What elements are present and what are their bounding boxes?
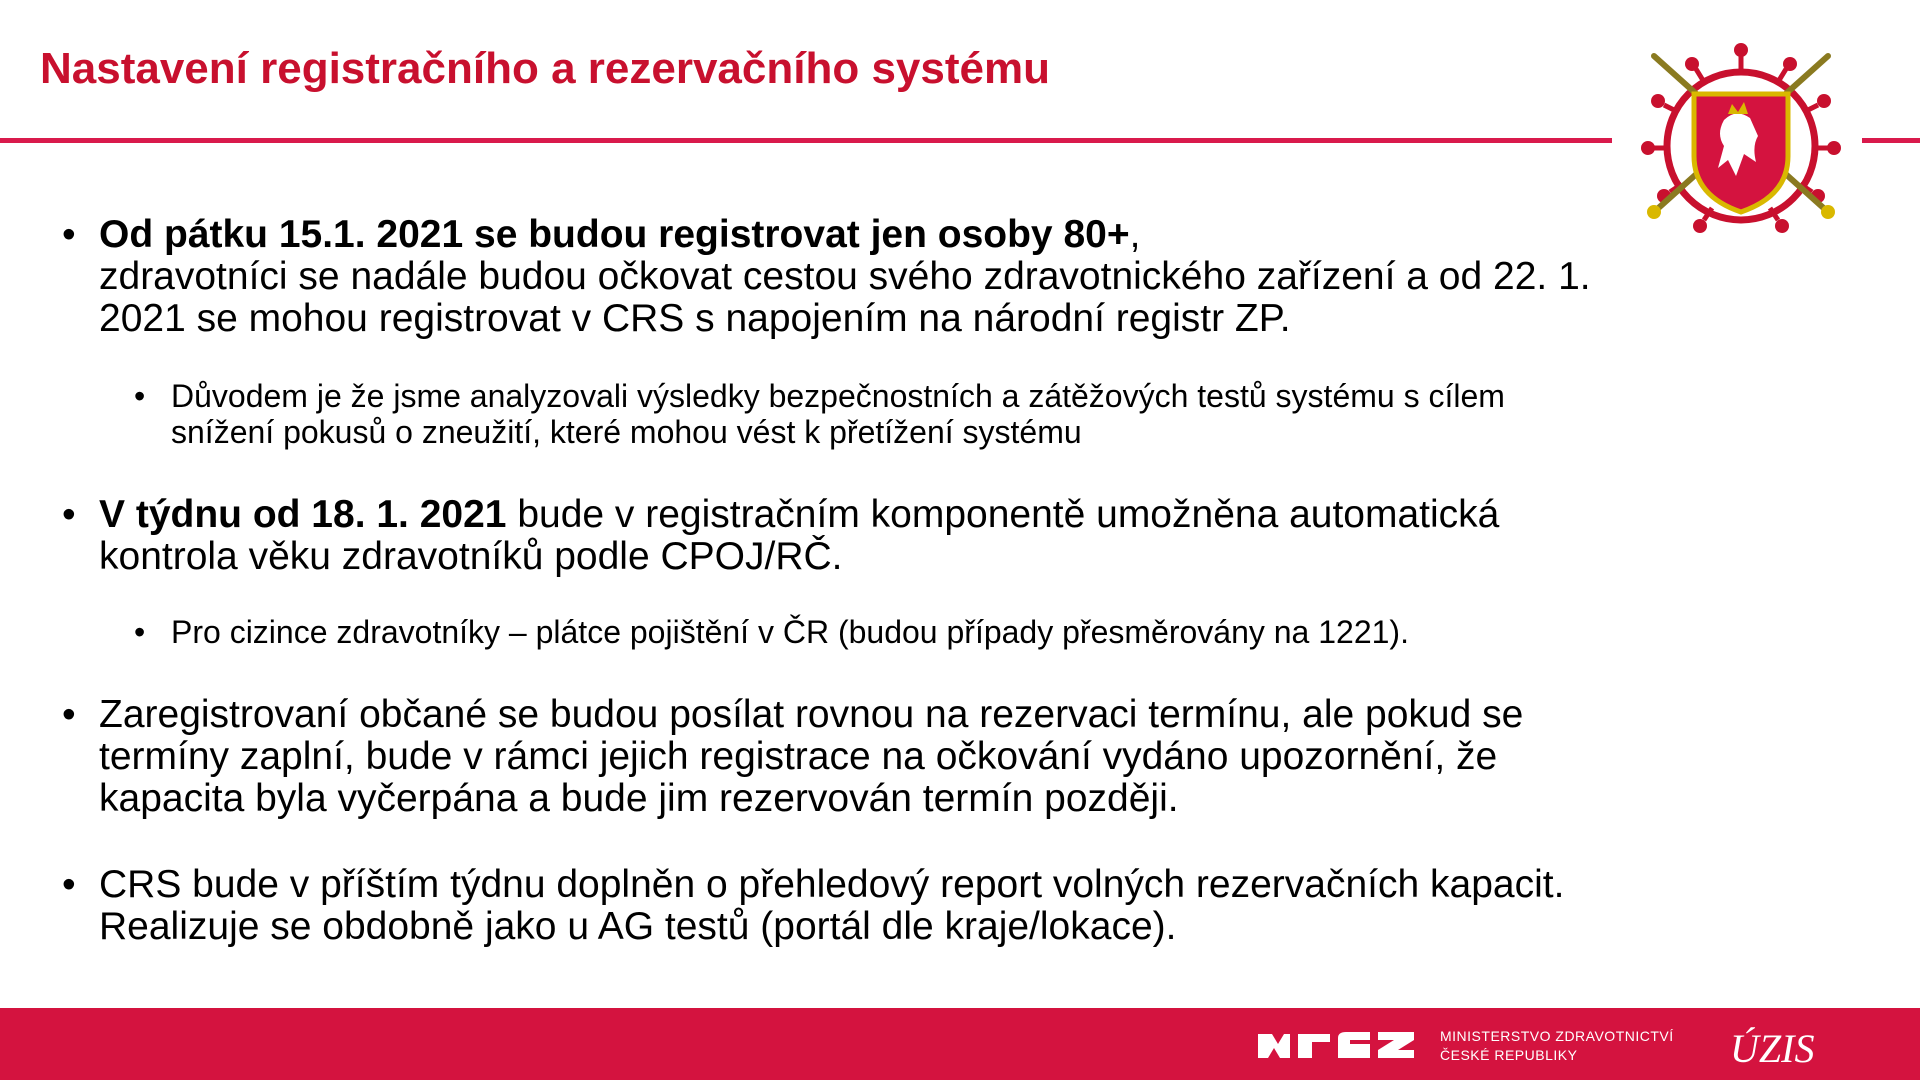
bullet-text-rest: bude v registračním komponentě umožněna automatická [506,493,1500,536]
bullet-emphasis: Od pátku 15.1. 2021 se budou registrovat jen osoby 80+ [99,213,1130,256]
bullet-item [62,694,1822,820]
bullet-text-line: Realizuje se obdobně jako u AG testů (portál dle kraje/lokace). [99,905,1177,948]
bullet-emphasis: V týdnu od 18. 1. 2021 [99,493,507,536]
bullet-text-line: kapacita byla vyčerpána a bude jim rezervován termín později. [99,777,1179,820]
bullet-item [62,214,1822,340]
sub-bullet-text [171,378,1834,450]
bullet-dot: • [134,378,146,414]
ministry-name-line: ČESKÉ REPUBLIKY [1440,1047,1578,1063]
sub-bullet-item [134,614,1834,650]
uzis-logo-icon [1726,1016,1815,1072]
bullet-text [99,494,1822,578]
bullet-text-line: snížení pokusů o zneužití, které mohou vést k přetížení systému [171,414,1082,450]
bullet-text-line: Důvodem je že jsme analyzovali výsledky bezpečnostních a zátěžových testů systému s cílem [171,378,1505,414]
bullet-text-line: 2021 se mohou registrovat v CRS s napojením na národní registr ZP. [99,297,1291,340]
bullet-text [99,864,1822,948]
ministry-name-line: MINISTERSTVO ZDRAVOTNICTVÍ [1440,1028,1674,1044]
bullet-dot: • [62,493,76,536]
bullet-text-line: CRS bude v příštím týdnu doplněn o přehledový report volných rezervačních kapacit. [99,863,1565,906]
bullet-dot: • [134,614,146,650]
bullet-text-line: Zaregistrovaní občané se budou posílat rovnou na rezervaci termínu, ale pokud se [99,693,1524,736]
bullet-dot: • [62,213,76,256]
bullet-dot: • [62,693,76,736]
bullet-item [62,494,1822,578]
bullet-text-line: zdravotníci se nadále budou očkovat cestou svého zdravotnického zařízení a od 22. 1. [99,255,1591,298]
bullet-text-rest: , [1129,213,1141,256]
bullet-item [62,864,1822,948]
sub-bullet-text: Pro cizince zdravotníky – plátce pojištění v ČR (budou případy přesměrovány na 1221). [171,614,1409,650]
sub-bullet-item [134,378,1834,450]
bullet-text-line: kontrola věku zdravotníků podle CPOJ/RČ. [99,535,843,578]
ministry-logo-icon [1258,1028,1420,1062]
bullet-text [99,214,1822,340]
ministry-name [1440,1027,1674,1065]
bullet-text-line: termíny zaplní, bude v rámci jejich registrace na očkování vydáno upozornění, že [99,735,1498,778]
bullet-dot: • [62,863,76,906]
bullet-text [99,694,1822,820]
uzis-logo-text: ÚZIS [1730,1026,1815,1071]
slide-title: Nastavení registračního a rezervačního systému [40,44,1050,93]
